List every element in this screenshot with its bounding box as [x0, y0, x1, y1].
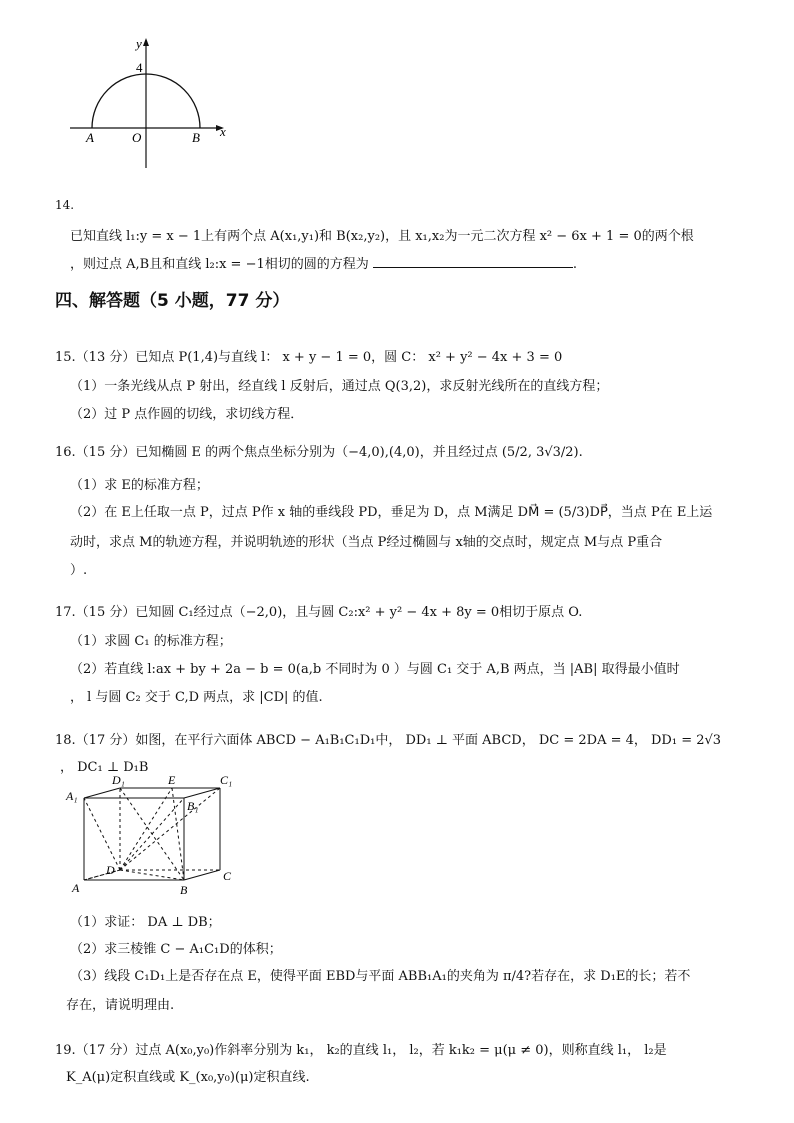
y-axis-label: y [136, 36, 142, 51]
section-title: 四、解答题（5 小题，77 分） [55, 291, 290, 311]
origin-label: O [132, 130, 142, 145]
question-14-line-2-text: ，则过点 A,B且和直线 l₂:x = −1相切的圆的方程为 [70, 257, 369, 272]
question-19-stem: 19.（17 分）过点 A(x₀,y₀)作斜率分别为 k₁， k₂的直线 l₁， l₂，若 k₁k₂ = μ(μ ≠ 0)，则称直线 l₁， l₂是 [55, 1043, 667, 1058]
question-18-stem: 18.（17 分）如图，在平行六面体 ABCD − A₁B₁C₁D₁中， DD₁ ⊥ 平面 ABCD， DC = 2DA = 4， DD₁ = 2√3 [55, 733, 722, 748]
segment-E-B [172, 788, 184, 880]
label-C1: C₁ [220, 773, 233, 787]
label-C: C [223, 869, 232, 883]
segment-D1-B [120, 788, 184, 880]
answer-blank[interactable] [373, 255, 573, 268]
question-14-line-2-end: . [572, 257, 578, 272]
x-axis-label: x [220, 124, 226, 139]
question-14-line-2 [70, 253, 577, 272]
question-14-line-1: 已知直线 l₁:y = x − 1上有两个点 A(x₁,y₁)和 B(x₂,y₂)，且 x₁,x₂为一元二次方程 x² − 6x + 1 = 0的两个根 [70, 229, 694, 244]
question-16-part-1: （1）求 E的标准方程； [70, 478, 209, 493]
question-15-stem: 15.（13 分）已知点 P(1,4)与直线 l： x + y − 1 = 0，圆 C： x² + y² − 4x + 3 = 0 [55, 350, 563, 365]
label-A: A [72, 881, 80, 895]
question-16-part-2-cont: 动时，求点 M的轨迹方程，并说明轨迹的形状（当点 P经过椭圆与 x轴的交点时，规定点 M与点 P重合 [70, 535, 663, 550]
question-16-stem: 16.（15 分）已知椭圆 E 的两个焦点坐标分别为（−4,0),(4,0)，并且经过点 (5/2, 3√3/2). [55, 445, 583, 460]
segment-D-C1 [120, 788, 220, 870]
question-17-part-1: （1）求圆 C₁ 的标准方程； [70, 634, 232, 649]
question-18-part-1: （1）求证： DA ⊥ DB； [70, 915, 221, 930]
label-B: B [180, 883, 188, 897]
tick-4-label: 4 [136, 60, 143, 75]
question-16-part-2: （2）在 E上任取一点 P，过点 P作 x 轴的垂线段 PD，垂足为 D，点 M满足 DM⃗ = (5/3)DP⃗，当点 P在 E上运 [70, 505, 713, 520]
question-15-part-1: （1）一条光线从点 P 射出，经直线 l 反射后，通过点 Q(3,2)，求反射光线所在的直线方程； [70, 379, 609, 394]
edge-B-C [184, 870, 220, 880]
question-18-part-2: （2）求三棱锥 C − A₁C₁D的体积； [70, 942, 282, 957]
question-18-part-3-cont: 存在，请说明理由. [66, 998, 175, 1013]
segment-D-B [120, 870, 184, 880]
question-16-part-2-end: ）. [70, 563, 88, 578]
segment-D-A1 [84, 798, 120, 870]
semicircle-figure [60, 30, 240, 175]
label-A1: A₁ [66, 789, 78, 803]
parallelepiped-figure [60, 770, 250, 900]
question-17-part-2-cont: ， l 与圆 C₂ 交于 C,D 两点，求 |CD| 的值. [70, 690, 323, 705]
question-15-part-2: （2）过 P 点作圆的切线，求切线方程． [70, 407, 304, 422]
question-17-part-2: （2）若直线 l:ax + by + 2a − b = 0(a,b 不同时为 0 ）与圆 C₁ 交于 A,B 两点，当 |AB| 取得最小值时 [70, 662, 680, 677]
label-E: E [168, 773, 176, 787]
y-axis-arrow [143, 38, 149, 46]
edge-A1-D1 [84, 788, 120, 798]
label-B1: B₁ [187, 799, 199, 813]
point-A-label: A [86, 130, 94, 145]
question-14-number: 14. [55, 198, 75, 212]
question-18-part-3: （3）线段 C₁D₁上是否存在点 E，使得平面 EBD与平面 ABB₁A₁的夹角为 π/4?若存在，求 D₁E的长；若不 [70, 969, 691, 984]
question-18-stem-cont: ， DC₁ ⊥ D₁B [60, 760, 149, 775]
segment-D-E [120, 788, 172, 870]
point-B-label: B [192, 130, 200, 145]
question-17-stem: 17.（15 分）已知圆 C₁经过点（−2,0)，且与圆 C₂:x² + y² − 4x + 8y = 0相切于原点 O. [55, 605, 583, 620]
label-D: D [106, 863, 115, 877]
question-19-stem-cont: K_A(μ)定积直线或 K_(x₀,y₀)(μ)定积直线. [66, 1070, 310, 1085]
label-D1: D₁ [112, 773, 125, 787]
